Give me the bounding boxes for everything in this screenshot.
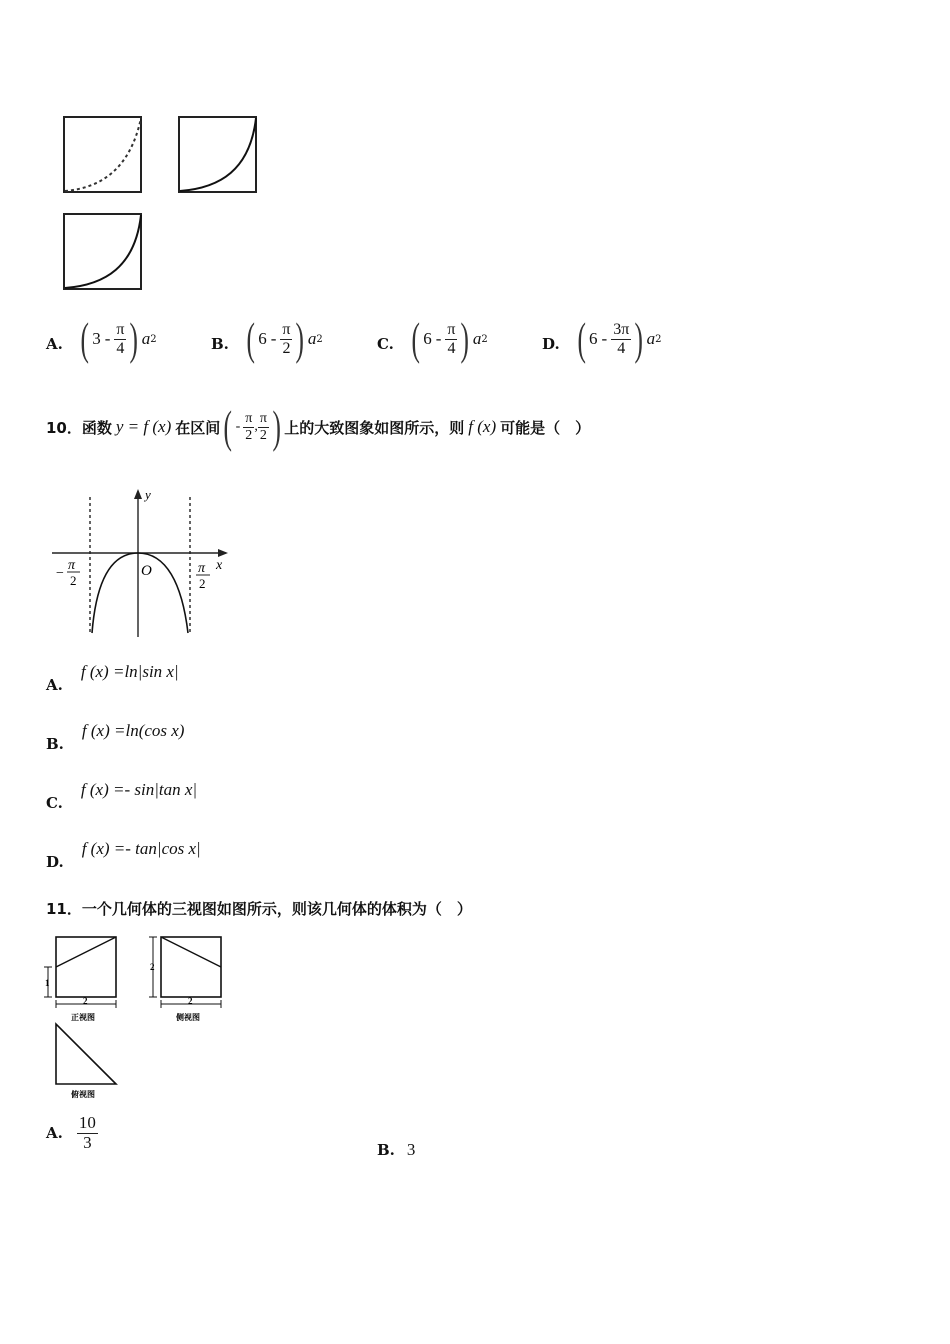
top-caption: 俯视图 [71, 1090, 95, 1099]
origin-label: O [141, 563, 152, 579]
question-number: 10． [46, 418, 82, 437]
option-label: B. [211, 335, 229, 353]
front-width-label: 2 [83, 996, 88, 1006]
front-caption: 正视图 [71, 1013, 95, 1022]
left-tick-den: 2 [70, 573, 77, 588]
side-width-label: 2 [188, 996, 193, 1006]
fraction: $\frac{\pi}{2}$ [259, 411, 267, 443]
q9-panel-dashed [64, 117, 141, 192]
left-tick-num: π [68, 558, 76, 573]
top-view [56, 1024, 116, 1099]
fraction: $\frac{3\pi}{4}$ [613, 320, 630, 357]
side-height-label: 2 [150, 962, 155, 972]
q9-panel-solid-1 [179, 117, 256, 192]
option-label: C. [377, 335, 394, 353]
side-view [149, 937, 221, 1022]
q10-stem: 10． 函数 y = f (x) 在区间 ( - $\frac{\pi}{2}$ , $\frac{\pi}{2}$ ) 上的大致图象如图所示，则 f (x) 可能是（ ） [46, 401, 591, 452]
right-tick-num: π [198, 561, 206, 576]
curve [92, 553, 188, 633]
question-number: 11． [46, 900, 82, 918]
left-tick-sign: − [56, 566, 64, 581]
fraction: $\frac{\pi}{2}$ [282, 320, 291, 357]
q9-panel-solid-2 [64, 214, 141, 289]
x-label: x [216, 558, 223, 573]
y-label: y [145, 487, 151, 502]
q9-option-c[interactable]: C. ( 6 - $\frac{\pi}{4}$ ) a 2 [377, 313, 488, 364]
q10-option-a[interactable]: A. f (x) =ln|sin x| [46, 662, 179, 694]
y-axis-arrow [134, 489, 142, 499]
option-label: A. [46, 335, 63, 353]
q9-option-b[interactable]: B. ( 6 - $\frac{\pi}{2}$ ) a 2 [211, 313, 323, 364]
front-view [44, 937, 116, 1022]
q9-option-a[interactable]: A. ( 3 - $\frac{\pi}{4}$ ) a 2 [46, 313, 157, 364]
q10-option-c[interactable]: C. f (x) =- sin|tan x| [46, 780, 198, 812]
q9-option-d[interactable]: D. ( 6 - $\frac{3\pi}{4}$ ) a 2 [542, 313, 662, 364]
q11-option-b[interactable]: B. 3 [377, 1140, 416, 1159]
q10-option-b[interactable]: B. f (x) =ln(cos x) [46, 721, 185, 753]
fraction: $\frac{10}{3}$ [78, 1113, 96, 1152]
x-axis-arrow [218, 549, 228, 557]
fraction: $\frac{\pi}{4}$ [116, 320, 125, 357]
q11-option-a[interactable]: A. $\frac{10}{3}$ [46, 1113, 96, 1152]
q10-option-d[interactable]: D. f (x) =- tan|cos x| [46, 839, 201, 871]
front-height-label: 1 [45, 978, 50, 988]
right-tick-den: 2 [199, 576, 206, 591]
q11-stem: 11．一个几何体的三视图如图所示，则该几何体的体积为（ ） [46, 900, 472, 918]
fraction: $\frac{\pi}{4}$ [447, 320, 456, 357]
side-caption: 侧视图 [176, 1013, 200, 1022]
option-label: D. [542, 335, 560, 353]
q9-figure-panels [55, 110, 275, 300]
fraction: $\frac{\pi}{2}$ [245, 411, 253, 443]
q10-graph [48, 483, 238, 643]
q11-three-views [40, 930, 240, 1105]
